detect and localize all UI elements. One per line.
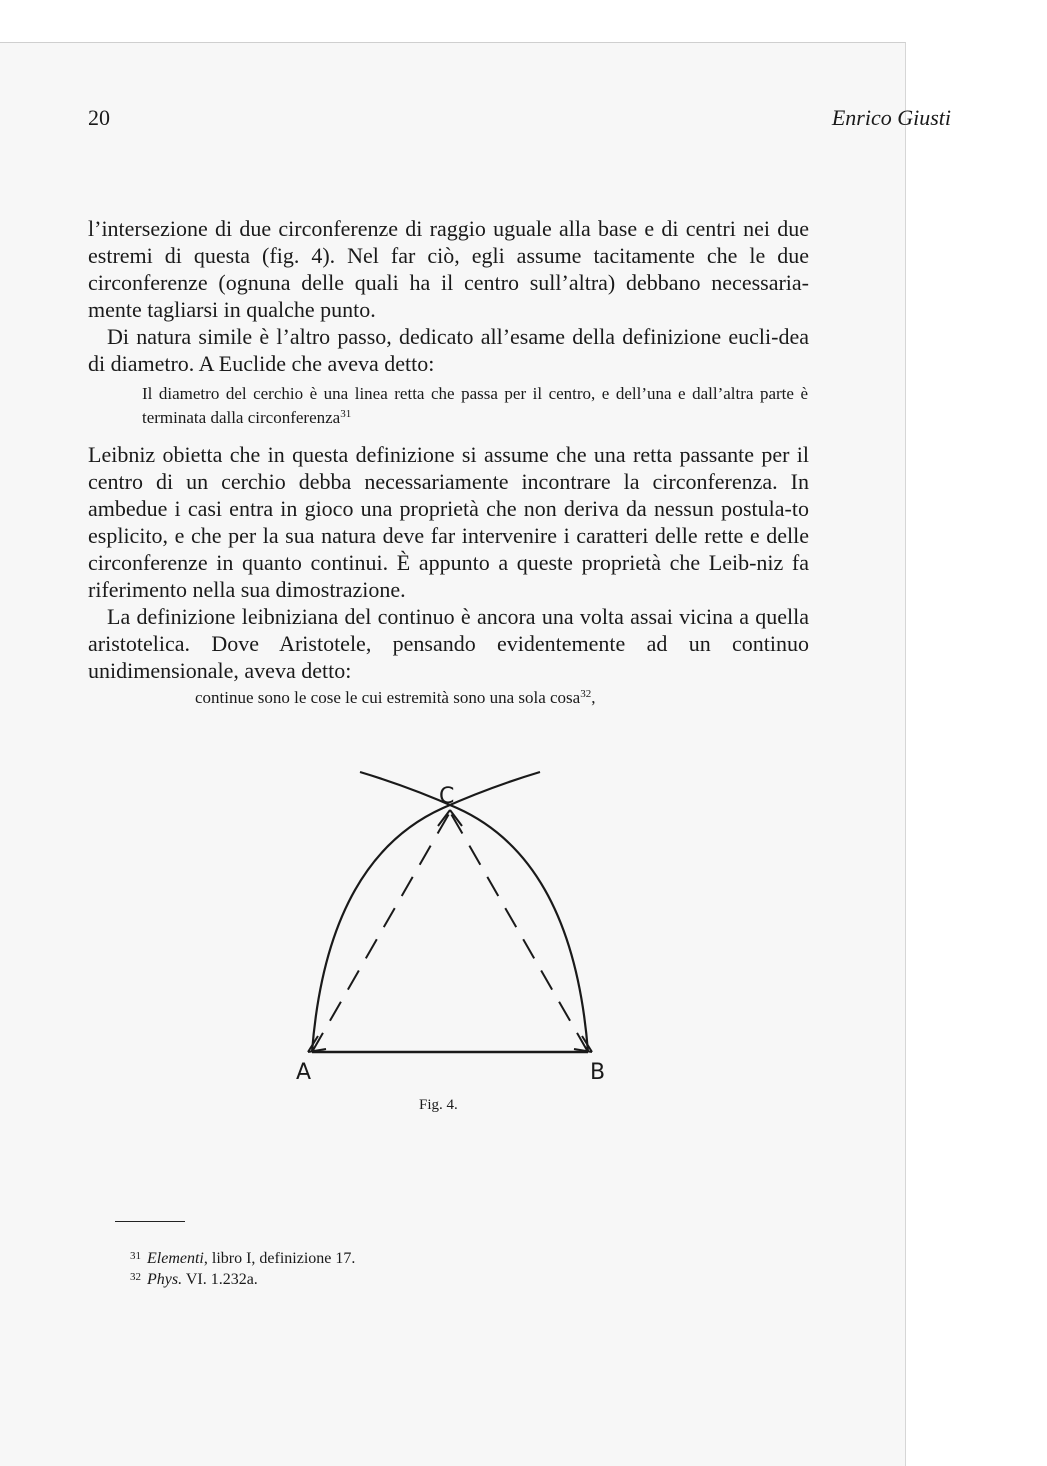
footnote-title: Phys.: [147, 1271, 183, 1288]
footnote: [130, 1248, 355, 1269]
footnote-number: 31: [130, 1250, 141, 1262]
paragraph: La definizione leibniziana del continuo è ancora una volta assai vicina a quella aristotelica. Dove Aristotele, pensando evidentemente ad un continuo unidimensionale, aveva detto:: [88, 604, 809, 683]
label-b: B: [590, 1060, 606, 1085]
quote-punct: ,: [591, 688, 596, 707]
footnotes: [130, 1248, 355, 1290]
footnote-rule: [115, 1221, 185, 1222]
footnote-text: VI. 1.232a.: [182, 1271, 258, 1288]
footnote-text: , libro I, definizione 17.: [203, 1250, 356, 1267]
paragraph: Leibniz obietta che in questa definizione si assume che una retta passante per il centro di un cerchio debba necessariamente incontrare la circonferenza. In ambedue i casi entra in gioco una proprietà che non deriva da nessun postula-to esplicito, e che per la sua natura deve far intervenire i caratteri delle rette e delle circonferenze in quanto continui. È appunto a queste proprietà che Leib-niz fa riferimento nella sua dimostrazione.: [88, 442, 809, 602]
footnote-ref: 32: [580, 688, 592, 700]
label-a: A: [296, 1060, 312, 1085]
label-c: C: [439, 784, 455, 809]
paragraph: Di natura simile è l’altro passo, dedicato all’esame della definizione eucli-dea di diametro. A Euclide che aveva detto:: [88, 324, 809, 376]
figure-caption: Fig. 4.: [419, 1097, 458, 1113]
footnote: [130, 1269, 355, 1290]
dashed-side-bc: [450, 812, 588, 1052]
quote-text: continue sono le cose le cui estremità sono una sola cosa: [195, 688, 581, 707]
quote-text: Il diametro del cerchio è una linea retta che passa per il centro, e dell’una e dall’altra parte è terminata dalla circonferenza: [142, 384, 808, 427]
arc-right: [360, 772, 588, 1052]
footnote-ref: 31: [340, 408, 352, 420]
running-author: Enrico Giusti: [831, 105, 951, 130]
footnote-title: Elementi: [147, 1250, 204, 1267]
page-number: 20: [88, 105, 110, 130]
footnote-number: 32: [130, 1271, 141, 1283]
arrowhead-c: [438, 810, 462, 826]
dashed-side-ac: [312, 812, 450, 1052]
paragraph: l’intersezione di due circonferenze di raggio uguale alla base e di centri nei due estremi di questa (fig. 4). Nel far ciò, egli assume tacitamente che le due circonferenze (ognuna delle quali ha il centro sull’altra) debbano necessaria-mente tagliarsi in qualche punto.: [88, 216, 809, 322]
arc-left: [312, 772, 540, 1052]
